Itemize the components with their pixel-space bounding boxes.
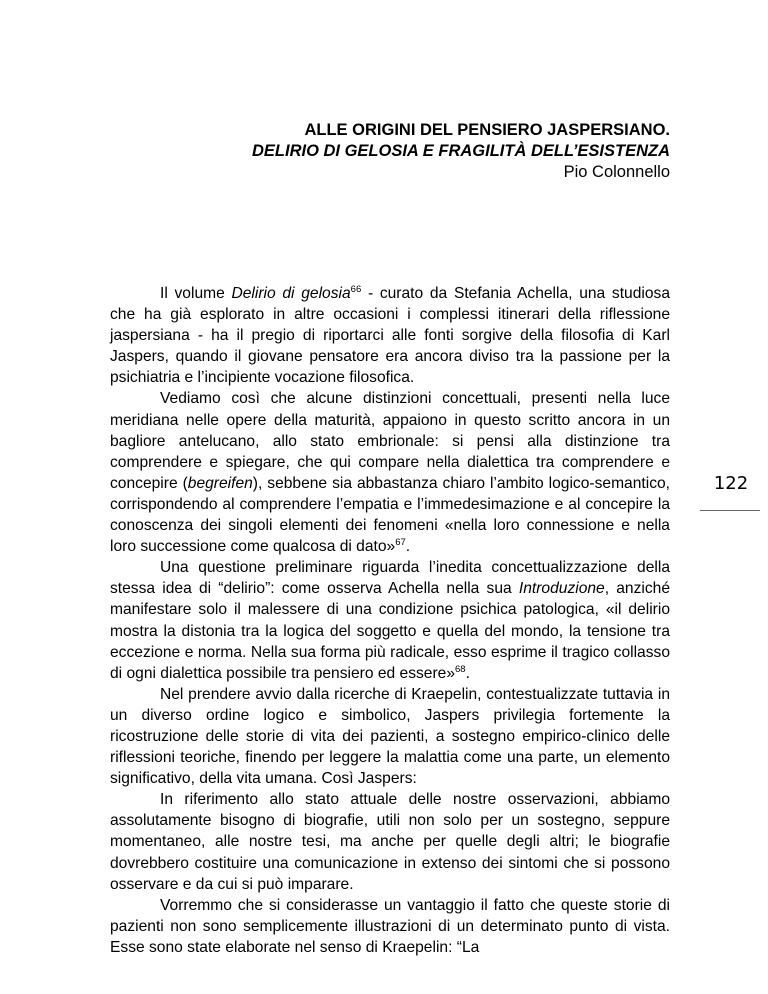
- paragraph-4: [110, 684, 670, 789]
- paragraph-text: Il volume: [160, 285, 232, 302]
- paragraph-text: Vediamo così che alcune distinzioni concettuali, presenti nella luce meridiana nelle opere della maturità, appaiono in questo scritto ancora in un bagliore antelucano, allo stato embrionale: si pensi alla distinzione tra comprendere e spiegare, che qui compare nella dialettica tra comprendere e concepire (: [110, 390, 670, 492]
- article-subtitle: DELIRIO DI GELOSIA E FRAGILITÀ DELL’ESISTENZA: [251, 142, 670, 160]
- page-number: 122: [713, 473, 749, 494]
- introduction-title: Introduzione: [518, 580, 605, 598]
- book-title: Delirio di gelosia: [231, 285, 351, 302]
- article-body: [110, 283, 670, 958]
- paragraph-text: ), sebbene sia abbastanza chiaro l’ambito logico-semantico, corrispondendo al comprendere l’empatia e l’immedesimazione e al concepire la conoscenza dei singoli elementi dei fenomeni «nella loro connessione e nella loro successione come qualcosa di dato»: [110, 474, 670, 556]
- paragraph-text: Vorremmo che si considerasse un vantaggio il fatto che queste storie di pazienti non sono semplicemente illustrazioni di un determinato punto di vista. Esse sono state elaborate nel senso di Kraepelin: “La: [110, 896, 670, 956]
- paragraph-3: [110, 557, 670, 684]
- footnote-ref-67: 67: [395, 536, 406, 548]
- paragraph-6: [110, 895, 670, 958]
- paragraph-1: [110, 283, 670, 388]
- footnote-ref-68: 68: [455, 663, 466, 675]
- article-author: Pio Colonnello: [563, 163, 670, 181]
- foreign-term: begreifen: [187, 474, 253, 492]
- paragraph-2: [110, 388, 670, 557]
- article-header: [252, 120, 670, 183]
- paragraph-text: , anziché manifestare solo il malessere di una condizione psichica patologica, «il delirio mostra la distonia tra la logica del soggetto e quella del mondo, la tensione tra eccezione e norma. Nella sua forma più radicale, esso esprime il tragico collasso di ogni dialettica possibile tra pensiero ed essere»: [110, 580, 670, 682]
- paragraph-text: - curato da Stefania Achella, una studiosa che ha già esplorato in altre occasioni i complessi itinerari della riflessione jaspersiana - ha il pregio di riportarci alle fonti sorgive della filosofia di Karl Jaspers, quando il giovane pensatore era ancora diviso tra la passione per la psichiatria e l’incipiente vocazione filosofica.: [110, 285, 670, 387]
- footnote-ref-66: 66: [350, 283, 362, 295]
- page-number-rule: [700, 510, 760, 511]
- paragraph-5: [110, 789, 670, 894]
- paragraph-text: Una questione preliminare riguarda l’inedita concettualizzazione della stessa idea di “delirio”: come osserva Achella nella sua: [110, 559, 670, 598]
- paragraph-text: .: [465, 664, 470, 682]
- paragraph-text: In riferimento allo stato attuale delle nostre osservazioni, abbiamo assolutamente bisogno di biografie, utili non solo per un sostegno, seppure momentaneo, alle nostre tesi, ma anche per quelle degli altri; le biografie dovrebbero costituire una comunicazione in extenso dei sintomi che si possono osservare e da cui si può imparare.: [110, 791, 670, 893]
- paragraph-text: Nel prendere avvio dalla ricerche di Kraepelin, contestualizzate tuttavia in un diverso ordine logico e simbolico, Jaspers privilegia fortemente la ricostruzione delle storie di vita dei pazienti, a sostegno empirico-clinico delle riflessioni teoriche, finendo per leggere la malattia come una parte, un elemento significativo, della vita umana. Così Jaspers:: [110, 685, 670, 788]
- paragraph-text: .: [405, 538, 411, 556]
- article-title: ALLE ORIGINI DEL PENSIERO JASPERSIANO.: [304, 121, 670, 139]
